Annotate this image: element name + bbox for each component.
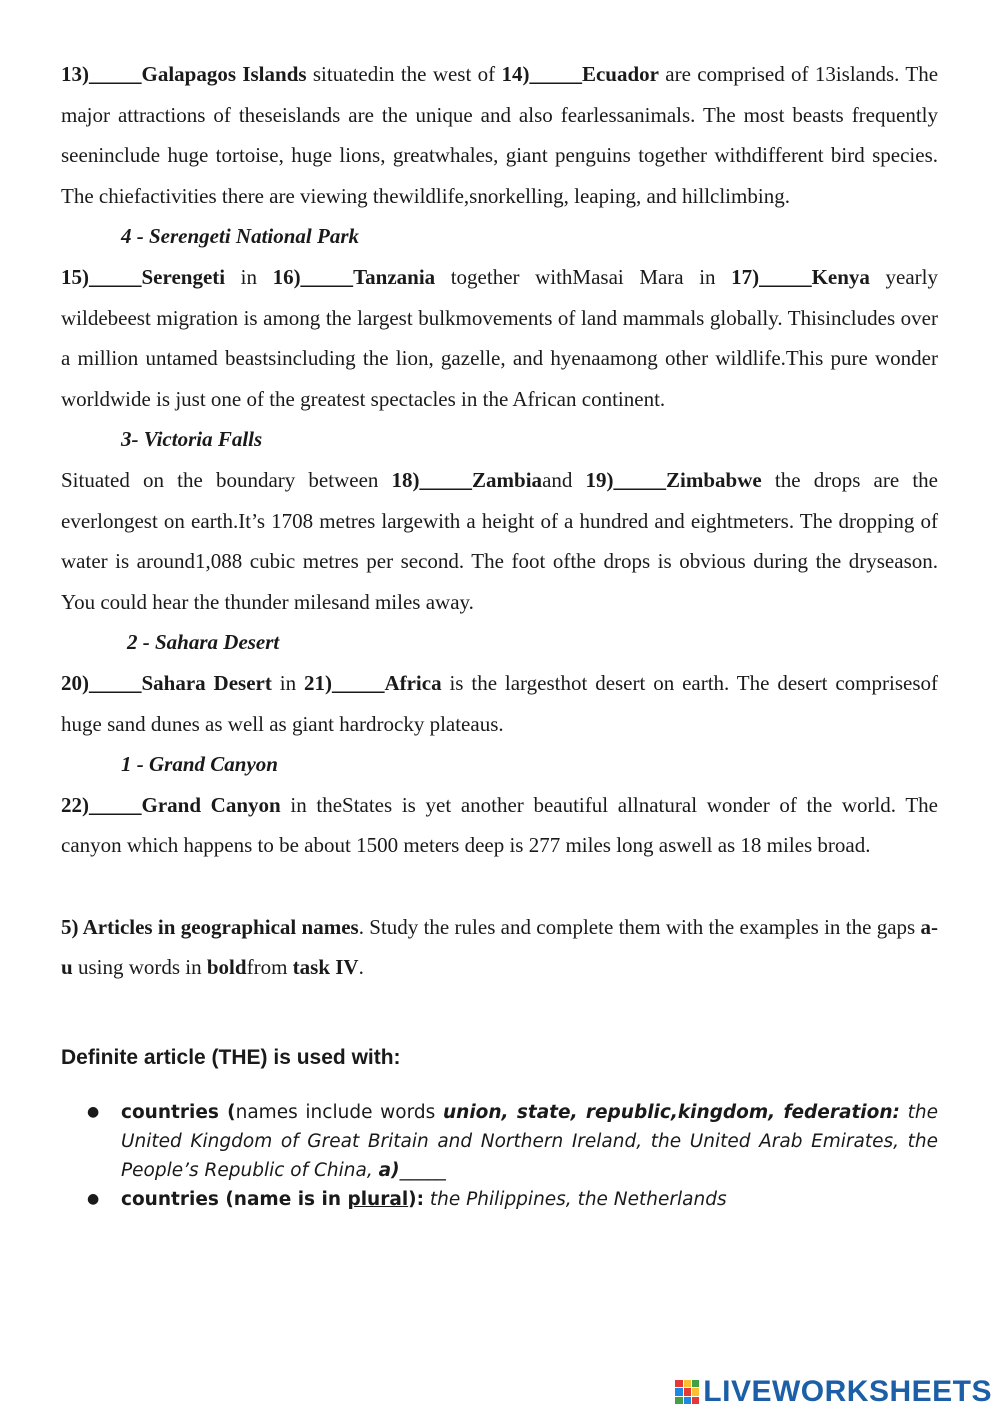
logo-mark-icon [675,1380,699,1404]
gap-17[interactable]: 17)_____ [731,264,812,289]
text: the drops are the everlongest on earth.It’s 1708 metres largewith a height of a hundred and eightmeters. The dropping of water is around1,088 cubic metres per second. The foot ofthe drops is obvious during the dryseason. You could hear the thunder milesand miles away. [61,467,938,614]
term-galapagos: Galapagos Islands [141,62,307,86]
bullet-icon: ● [87,1191,100,1208]
text: the United Kingdom of Great Britain and Northern Ireland, the United Arab Emirates, the People’s Republic of China, [121,1102,938,1182]
logo-text: LIVEWORKSHEETS [703,1375,992,1408]
text: in theStates is yet another beautiful allnatural wonder of the world. The canyon which happens to be about 1500 meters deep is 277 miles long aswell as 18 miles broad. [61,792,938,858]
text: is the largesthot desert on earth. The desert comprisesof huge sand dunes as well as giant hardrocky plateaus. [61,670,938,736]
liveworksheets-logo [675,1375,992,1409]
term-canyon: Grand Canyon [141,792,281,817]
text: are comprised of 13islands. The major attractions of theseislands are the unique and also fearlessanimals. The most beasts frequently seeninclude huge tortoise, huge lions, greatwhales, giant penguins together withdifferent bird species. The chiefactivities there are viewing thewildlife,snorkelling, leaping, and hillclimbing. [61,62,939,208]
text: and [542,467,586,492]
heading-sahara: 2 - Sahara Desert [127,630,280,655]
definite-article-heading: Definite article (THE) is used with: [61,1046,401,1070]
term-zimbabwe: Zimbabwe [666,467,762,492]
gap-15[interactable]: 15)_____ [61,264,142,289]
rule-countries-plural [61,1185,938,1214]
rule-countries-union [61,1098,938,1185]
term-africa: Africa [384,670,442,695]
paragraph-galapagos [61,54,938,216]
text: . Study the rules and complete them with the examples in the gaps [358,914,921,939]
gap-21[interactable]: 21)_____ [303,670,385,695]
text: yearly wildebeest migration is among the largest bulkmovements of land mammals globally. Thisincludes over a million untamed beastsincluding the lion, gazelle, and hyenaamong other wildlife.This pure wonder worldwide is just one of the greatest spectacles in the African continent. [61,264,938,411]
heading-serengeti: 4 - Serengeti National Park [121,224,360,249]
term-serengeti: Serengeti [141,264,226,289]
gap-a-label: a) [378,1160,400,1182]
worksheet-page [61,54,938,1214]
task-5-instructions [61,907,938,988]
text: countries (name is in [121,1189,348,1211]
heading-victoria: 3- Victoria Falls [121,427,263,452]
text: a- u [61,914,938,980]
term-zambia: Zambia [472,467,543,492]
text: names include words [235,1102,443,1124]
gap-22[interactable]: 22)_____ [61,792,142,817]
rules-list [61,1098,938,1214]
text: union, state, republic,kingdom, federation: [442,1102,900,1124]
text: countries ( [121,1102,236,1124]
term-tanzania: Tanzania [353,264,436,289]
text: the Philippines, the Netherlands [424,1189,727,1211]
text: task IV [292,955,359,980]
paragraph-victoria [61,460,938,622]
text: ): [408,1189,425,1211]
bullet-icon: ● [87,1104,100,1121]
term-sahara: Sahara Desert [141,670,272,695]
text: Situated on the boundary between [61,467,392,492]
text: . [358,955,364,980]
paragraph-canyon [61,785,938,866]
text: together withMasai Mara in [435,264,732,289]
heading-canyon: 1 - Grand Canyon [121,752,278,777]
gap-13[interactable]: 13)_____ [61,62,142,86]
paragraph-serengeti [61,257,938,419]
text: bold [206,955,247,980]
gap-14[interactable]: 14)_____ [501,62,582,86]
text: situatedin the west of [306,62,502,86]
text: in [225,264,273,289]
task-5-title: 5) Articles in geographical names [61,914,359,939]
gap-18[interactable]: 18)_____ [391,467,473,492]
text: plural [347,1189,409,1211]
text: using words in [72,955,207,980]
gap-a[interactable]: _____ [399,1160,446,1182]
gap-16[interactable]: 16)_____ [272,264,354,289]
term-ecuador: Ecuador [581,62,659,86]
gap-20[interactable]: 20)_____ [61,670,142,695]
term-kenya: Kenya [811,264,870,289]
paragraph-sahara [61,663,938,744]
text: in [271,670,304,695]
gap-19[interactable]: 19)_____ [585,467,667,492]
text: from [246,955,293,980]
